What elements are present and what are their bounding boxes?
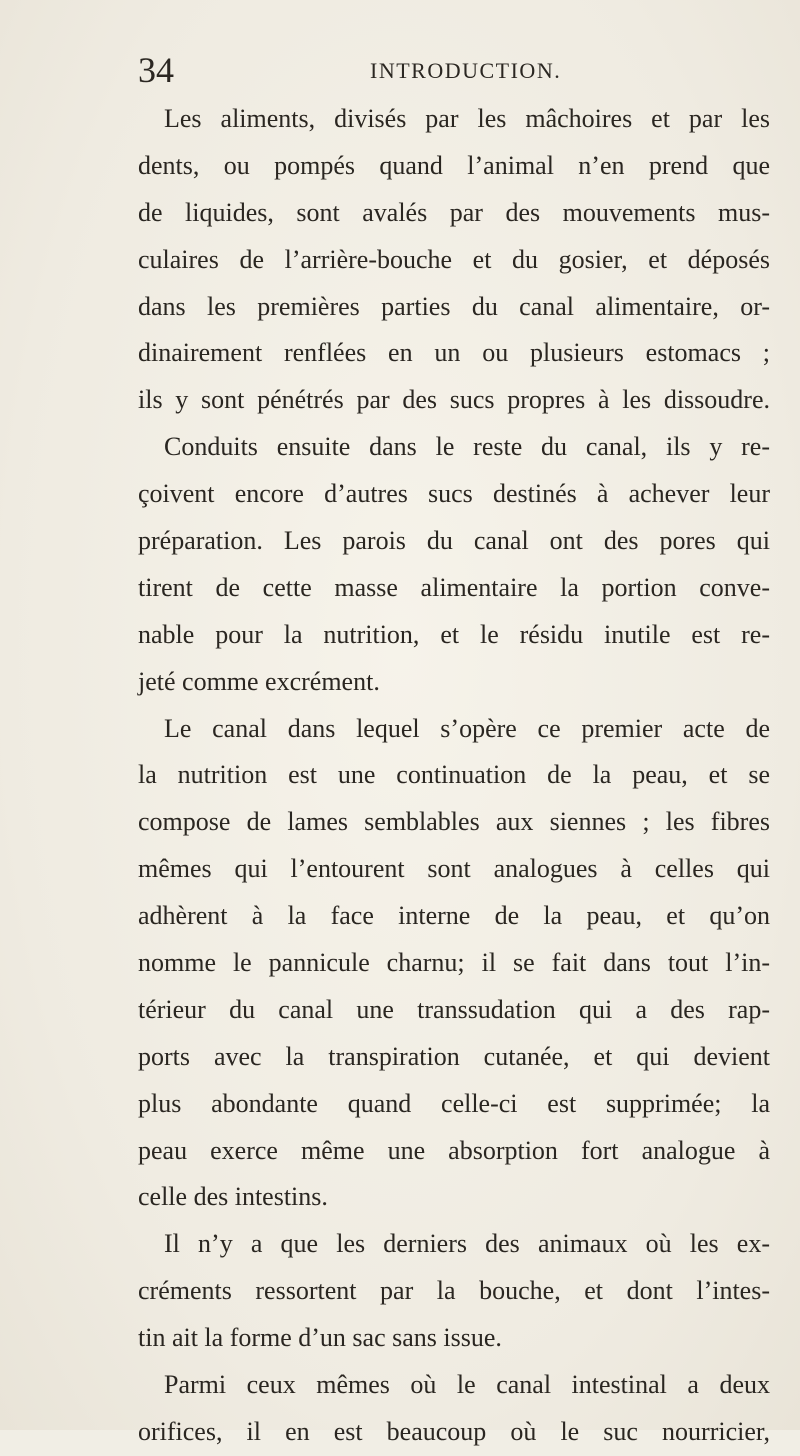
text-line: peau exerce même une absorption fort analogue à [138,1135,770,1165]
text-line: de liquides, sont avalés par des mouvements mus- [138,197,770,227]
text-line: Parmi ceux mêmes où le canal intestinal a deux [164,1370,770,1400]
text-line: nomme le pannicule charnu; il se fait dans tout l’in- [138,948,770,978]
body-text [138,96,770,1456]
text-line: dinairement renflées en un ou plusieurs estomacs ; [138,338,770,368]
text-line: mêmes qui l’entourent sont analogues à celles qui [138,854,770,884]
text-line: tin ait la forme d’un sac sans issue. [138,1323,502,1353]
page-number: 34 [138,50,174,90]
text-line: culaires de l’arrière-bouche et du gosier, et déposés [138,244,770,274]
text-line: Conduits ensuite dans le reste du canal, ils y re- [164,432,770,462]
text-line: ils y sont pénétrés par des sucs propres à les dissoudre. [138,385,770,415]
text-line: tirent de cette masse alimentaire la portion conve- [138,572,770,602]
text-line: Les aliments, divisés par les mâchoires et par les [164,104,770,133]
text-line: Le canal dans lequel s’opère ce premier acte de [164,713,770,743]
text-line: jeté comme excrément. [138,666,380,696]
text-line: Il n’y a que les derniers des animaux où les ex- [164,1229,770,1259]
text-line: térieur du canal une transsudation qui a des rap- [138,994,770,1024]
text-line: préparation. Les parois du canal ont des pores qui [138,526,770,556]
text-line: adhèrent à la face interne de la peau, et qu’on [138,901,770,931]
text-line: dents, ou pompés quand l’animal n’en prend que [138,150,770,180]
text-line: créments ressortent par la bouche, et dont l’intes- [138,1276,770,1306]
page-header [138,48,770,92]
running-head: INTRODUCTION. [370,58,562,83]
text-line: plus abondante quand celle-ci est supprimée; la [138,1088,770,1118]
text-line: compose de lames semblables aux siennes ; les fibres [138,807,770,837]
text-line: celle des intestins. [138,1182,328,1212]
text-line: la nutrition est une continuation de la peau, et se [138,760,770,790]
text-line: orifices, il en est beaucoup où le suc nourricier, [138,1416,770,1446]
text-line: nable pour la nutrition, et le résidu inutile est re- [138,619,770,649]
text-line: dans les premières parties du canal alimentaire, or- [138,291,770,321]
text-line: ports avec la transpiration cutanée, et qui devient [138,1041,770,1071]
text-line: çoivent encore d’autres sucs destinés à achever leur [138,479,770,509]
